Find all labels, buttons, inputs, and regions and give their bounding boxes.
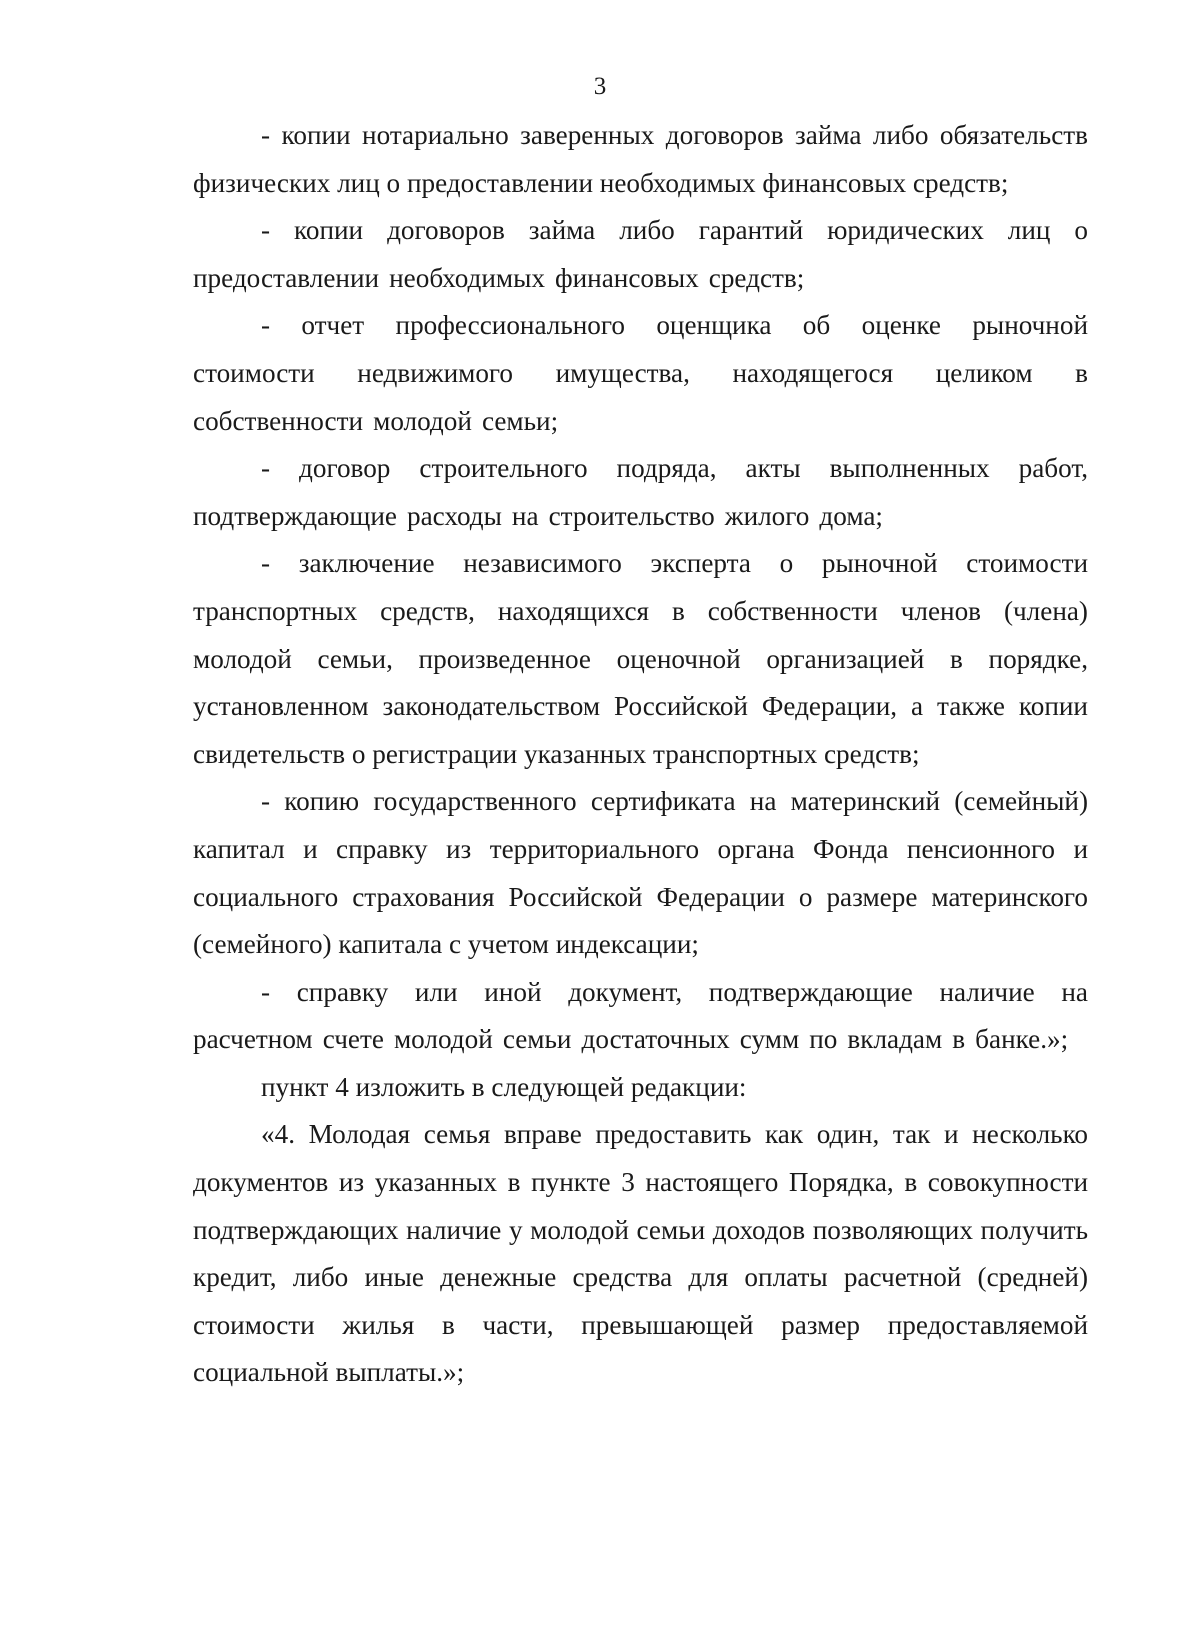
page-number: 3 — [593, 73, 607, 100]
paragraph-maternity-capital: - копию государственного сертификата на материнский (семейный) капитал и справку из территориального органа Фонда пенсионного и социального страхования Российской Федерации о размере материнского (семейного) капитала с учетом индексации; — [193, 786, 1088, 960]
paragraph-appraiser-report: - отчет профессионального оценщика об оценке рыночной стоимости недвижимого имущества, находящегося целиком в собственности молодой семьи; — [193, 310, 1088, 436]
document-body — [193, 112, 1088, 1397]
paragraph-point-4-instruction: пункт 4 изложить в следующей редакции: — [261, 1071, 747, 1102]
paragraph-bank-account-certificate: - справку или иной документ, подтверждающие наличие на расчетном счете молодой семьи достаточных сумм по вкладам в банке.»; — [193, 976, 1088, 1055]
paragraph-point-4-text: «4. Молодая семья вправе предоставить как один, так и несколько документов из указанных в пункте 3 настоящего Порядка, в совокупности подтверждающих наличие у молодой семьи доходов позволяющих получить кредит, либо иные денежные средства для оплаты расчетной (средней) стоимости жилья в части, превышающей размер предоставляемой социальной выплаты.»; — [193, 1119, 1088, 1388]
paragraph-legal-entity-loans: - копии договоров займа либо гарантий юридических лиц о предоставлении необходимых финансовых средств; — [193, 215, 1088, 293]
paragraph-vehicle-expert-conclusion: - заключение независимого эксперта о рыночной стоимости транспортных средств, находящихся в собственности членов (члена) молодой семьи, произведенное оценочной организацией в порядке, установленном законодательством Российской Федерации, а также копии свидетельств о регистрации указанных транспортных средств; — [193, 548, 1088, 769]
paragraph-construction-contract: - договор строительного подряда, акты выполненных работ, подтверждающие расходы на строительство жилого дома; — [193, 453, 1088, 531]
paragraph-notarized-loan-copies: - копии нотариально заверенных договоров займа либо обязательств физических лиц о предоставлении необходимых финансовых средств; — [193, 120, 1088, 198]
